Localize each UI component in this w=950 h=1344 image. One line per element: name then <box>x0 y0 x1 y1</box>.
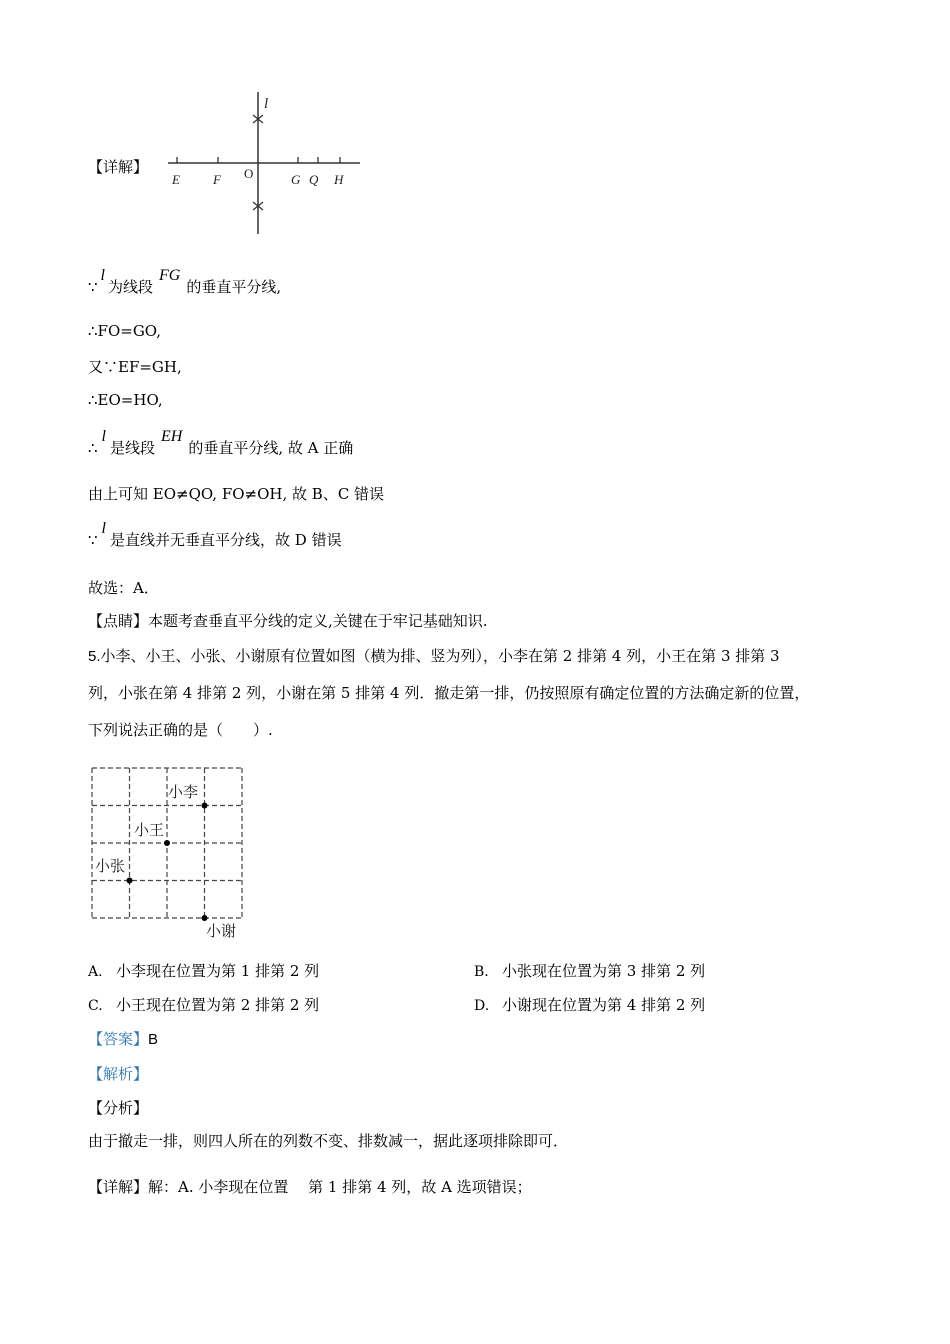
xiaozhang-label: 小张 <box>95 857 126 875</box>
xiaozhang-point <box>127 878 133 884</box>
point-f-label: F <box>213 172 221 187</box>
xiaoxie-point <box>202 915 208 921</box>
line-l-label: l <box>264 96 269 112</box>
detail-solution-line: 【详解】解：A. 小李现在位置 第 1 排第 4 列，故 A 选项错误； <box>88 1178 532 1196</box>
option-d: D. 小谢现在位置为第 4 排第 2 列 <box>474 996 706 1014</box>
point-h-label: H <box>334 172 344 187</box>
proof-line-3: 又∵EF=GH, <box>88 358 182 376</box>
question-5-line-3: 下列说法正确的是（ ）. <box>88 721 273 739</box>
origin-label: O <box>244 166 254 181</box>
key-point-note: 【点睛】本题考查垂直平分线的定义,关键在于牢记基础知识. <box>88 612 488 630</box>
xiaowang-label: 小王 <box>134 821 165 839</box>
point-e-label: E <box>172 172 180 187</box>
question-5-line-1: 5.小李、小王、小张、小谢原有位置如图（横为排、竖为列），小李在第 2 排第 4 列，小王在第 3 排第 3 <box>88 647 780 665</box>
proof-line-5: ∴l是线段EH的垂直平分线, 故 A 正确 <box>88 428 354 457</box>
proof-line-6: 由上可知 EO≠QO, FO≠OH, 故 B、C 错误 <box>88 485 385 503</box>
proof-line-4: ∴EO=HO, <box>88 391 163 409</box>
seating-grid-figure <box>88 764 258 942</box>
proof-line-2: ∴FO=GO, <box>88 322 161 340</box>
proof-line-1: ∵l为线段FG的垂直平分线, <box>88 267 282 296</box>
answer-line: 【答案】B <box>88 1030 159 1048</box>
question-5-line-2: 列，小张在第 4 排第 2 列，小谢在第 5 排第 4 列．撤走第一排，仍按照原有确定位置的方法确定新的位置， <box>88 684 810 702</box>
xiaoli-point <box>202 803 208 809</box>
option-b: B. 小张现在位置为第 3 排第 2 列 <box>474 962 706 980</box>
option-c: C. 小王现在位置为第 2 排第 2 列 <box>88 996 320 1014</box>
xiaowang-point <box>164 840 170 846</box>
proof-conclusion: 故选：A． <box>88 579 159 597</box>
fenxi-text: 由于撤走一排，则四人所在的列数不变、排数减一，据此逐项排除即可． <box>88 1132 569 1150</box>
fenxi-label: 【分析】 <box>88 1099 149 1117</box>
point-q-label: Q <box>309 172 319 187</box>
xiaoxie-label: 小谢 <box>206 922 237 940</box>
point-g-label: G <box>291 172 301 187</box>
detail-label: 【详解】 <box>88 158 149 176</box>
perpendicular-bisector-figure <box>160 88 370 238</box>
xiaoli-label: 小李 <box>168 783 199 801</box>
proof-line-7: ∵l是直线并无垂直平分线，故 D 错误 <box>88 520 342 549</box>
analysis-label: 【解析】 <box>88 1065 149 1083</box>
option-a: A. 小李现在位置为第 1 排第 2 列 <box>88 962 320 980</box>
